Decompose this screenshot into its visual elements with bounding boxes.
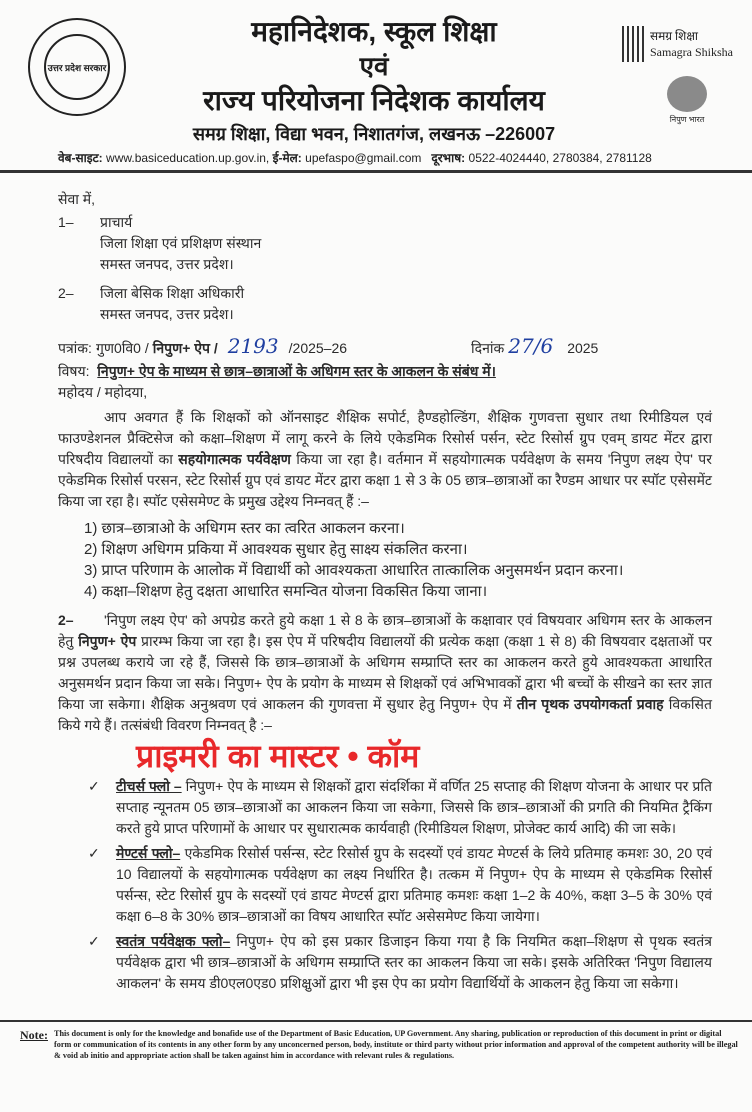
samagra-shiksha-logo: [622, 26, 742, 62]
flow-text: निपुण+ ऐप को इस प्रकार डिजाइन किया गया है कि नियमित कक्षा–शिक्षण से पृथक स्वतंत्र पर्यवेक्षक द्वारा भी छात्र–छात्राओं के अधिगम सम्प्राप्ति स्तर का आकलन किया जा सके। इसके अतिरिक्त 'निपुण विद्यालय आकलन' के समय डी0एल0एड0 प्रशिक्षुओं द्वारा भी इस ऐप का प्रयोग विद्यार्थियों के आकलन हेतु किया जा सकेगा।: [116, 933, 712, 991]
handwritten-letter-number: 2193: [227, 334, 279, 358]
subject-text: निपुण+ ऐप के माध्यम से छात्र–छात्राओं के अधिगम स्तर के आकलन के संबंध में।: [97, 363, 496, 379]
check-icon: ✓: [88, 778, 100, 794]
flow-title: स्वतंत्र पर्यवेक्षक फ्लो–: [116, 933, 231, 949]
bold-phrase: सहयोगात्मक पर्यवेक्षण: [178, 451, 291, 467]
paragraph-text: आप अवगत हैं कि शिक्षकों को ऑनसाइट शैक्षिक सपोर्ट, हैण्डहोल्डिंग, शैक्षिक गुणवत्ता सुधार तथा रिमीडियल एवं फाउण्डेशनल प्रैक्टिसेज को कक्षा–शिक्षण में लागू करने के लिये एकेडमिक रिसोर्स पर्सन, स्टेट रिसोर्स ग्रुप एवम् डायट मेंटर द्वारा परिषदीय विद्यालयों का: [58, 409, 712, 467]
website-label: वेब-साइट:: [58, 151, 103, 165]
office-title-line1: महानिदेशक, स्कूल शिक्षा: [251, 16, 497, 47]
flow-item: [88, 931, 712, 994]
salutation: महोदय / महोदया,: [58, 384, 148, 400]
recipient-number: 2–: [58, 285, 74, 301]
phone-numbers: 0522-4024440, 2780384, 2781128: [468, 151, 652, 165]
recipient-line: समस्त जनपद, उत्तर प्रदेश।: [100, 306, 234, 322]
objectives-list: [58, 518, 712, 602]
to-label: सेवा में,: [58, 191, 96, 207]
paragraph-number: 2–: [58, 612, 74, 628]
phone-label: दूरभाष:: [431, 151, 466, 165]
nipun-bharat-logo: [662, 76, 712, 125]
samagra-logo-icon: [622, 26, 644, 62]
recipients: [58, 189, 712, 325]
recipient-line: जिला बेसिक शिक्षा अधिकारी: [100, 285, 245, 301]
bold-phrase: तीन पृथक उपयोगकर्ता प्रवाह: [516, 696, 664, 712]
partner-logos: [622, 14, 742, 125]
recipient-line: जिला शिक्षा एवं प्रशिक्षण संस्थान: [100, 235, 262, 251]
letterhead: [0, 0, 752, 148]
subject-line: [58, 361, 712, 382]
flow-title: टीचर्स फ्लो –: [116, 778, 182, 794]
seal-emblem: [44, 34, 110, 100]
paragraph-text: प्रारम्भ किया जा रहा है। इस ऐप में परिषदीय विद्यालयों की प्रत्येक कक्षा (कक्षा 1 से 8) की विषयवार दक्षताओं पर प्रश्न उपलब्ध कराये जा रहे हैं, जिससे कि छात्र–छात्राओं के अधिगम सम्प्राप्ति स्तर का आकलन करते हुये आवश्यकता आधारित अनुसमर्थन प्रदान किया जा सके। निपुण+ ऐप के प्रयोग के माध्यम से शिक्षकों एवं अभिभावकों द्वारा भी बच्चों के सीखने का स्तर ज्ञात किया जा सकेगा। शैक्षिक अनुश्रवण एवं आकलन की गुणवत्ता में सुधार हेतु निपुण+ ऐप में: [58, 633, 713, 712]
office-title-line3: राज्य परियोजना निदेशक कार्यालय: [203, 85, 545, 116]
paragraph-2: [58, 610, 712, 736]
bold-phrase: निपुण+ ऐप: [78, 633, 137, 649]
office-title-line2: एवं: [359, 51, 389, 81]
email-link[interactable]: upefaspo@gmail.com: [305, 151, 422, 165]
check-icon: ✓: [88, 845, 100, 861]
nipun-logo-icon: [667, 76, 707, 112]
samagra-english: Samagra Shiksha: [650, 45, 733, 59]
list-item: 1) छात्र–छात्राओ के अधिगम स्तर का त्वरित आकलन करना।: [84, 520, 405, 537]
paragraph-text: विकसित किये गये हैं। तत्संबंधी विवरण निम्नवत् है :–: [58, 696, 712, 733]
reference-prefix: गुण0वि0 /: [95, 340, 149, 356]
watermark: प्राइमरी का मास्टर • कॉम: [136, 738, 420, 774]
reference-label: पत्रांक:: [58, 340, 92, 356]
date-label: दिनांक: [471, 340, 505, 356]
footer-note: [0, 1022, 752, 1077]
recipient-number: 1–: [58, 214, 74, 230]
check-icon: ✓: [88, 933, 100, 949]
flow-text: निपुण+ ऐप के माध्यम से शिक्षकों द्वारा संदर्शिका में वर्णित 25 सप्ताह की शिक्षण योजना के आधार पर प्रति सप्ताह न्यूनतम 05 छात्र–छात्राओं का आकलन किया जा सकेगा, जिससे कि छात्र–छात्राओं की प्रगति की नियमित ट्रैकिंग करते हुये प्राप्त परिणामों के आधार पर सुधारात्मक कार्यवाही (रिमीडियल शिक्षण, प्रोजेक्ट कार्य आदि) की जा सके।: [116, 778, 712, 836]
recipient-line: समस्त जनपद, उत्तर प्रदेश।: [100, 256, 234, 272]
list-item: 2) शिक्षण अधिगम प्रकिया में आवश्यक सुधार हेतु साक्ष्य संकलित करना।: [84, 541, 468, 558]
note-label: Note:: [20, 1028, 48, 1042]
paragraph-text: 'निपुण लक्ष्य ऐप' को अपग्रेड करते हुये कक्षा 1 से 8 के छात्र–छात्राओं के कक्षावार एवं विषयवार अधिगम स्तर के आकलन हेतु: [58, 612, 712, 649]
seal-text: उत्तर प्रदेश सरकार: [47, 62, 107, 73]
reference-year: /2025–26: [288, 340, 348, 356]
email-label: ई-मेल:: [272, 151, 302, 165]
flow-item: [88, 843, 712, 927]
nipun-logo-text: निपुण भारत: [669, 115, 705, 124]
subject-label: विषय:: [58, 363, 90, 379]
flow-title: मेण्टर्स फ्लो–: [116, 845, 181, 861]
contact-line: [0, 148, 752, 170]
recipient-line: प्राचार्य: [100, 214, 133, 230]
letter-body: [0, 173, 752, 1008]
samagra-hindi: समग्र शिक्षा: [650, 29, 699, 43]
flow-text: एकेडमिक रिसोर्स पर्सन्स, स्टेट रिसोर्स ग्रुप के सदस्यों एवं डायट मेण्टर्स के लिये प्रतिमाह कमशः 30, 20 एवं 10 विद्यालयों के सहयोगात्मक पर्यवेक्षण का लक्ष्य निर्धारित है। तत्कम में निपुण+ ऐप के माध्यम से एकेडमिक रिसोर्स पर्सन्स, स्टेट रिसोर्स ग्रुप के सदस्यों एवं डायट मेण्टर्स द्वारा प्रतिमाह कमशः कक्षा 1–2 के 40%, कक्षा 3–5 के 30% एवं कक्षा 6–8 के 30% छात्र–छात्राओं का विषय आधारित स्पॉट असेसमेण्ट किया जायेगा।: [116, 845, 712, 924]
note-text: This document is only for the knowledge and bonafide use of the Department of Basic Education, UP Government. Any sharing, publication or reproduction of this document in print or digital form or communication of its contents in any other form by any unconcerned person, body, institute or third party without prior information and approval of the competent authority will be illegal & void ab initio and appropriate action shall be taken against him in accordance with relevant rules & regulations.: [54, 1029, 738, 1060]
list-item: 3) प्राप्त परिणाम के आलोक में विद्यार्थी को आवश्यकता आधारित तात्कालिक अनुसमर्थन प्रदान करना।: [84, 562, 624, 579]
user-flows: [58, 776, 712, 994]
list-item: 4) कक्षा–शिक्षण हेतु दक्षता आधारित समन्वित योजना विकसित किया जाना।: [84, 583, 488, 600]
handwritten-date: 27/6: [508, 334, 554, 358]
reference-app: निपुण+ ऐप /: [152, 340, 218, 356]
office-address: समग्र शिक्षा, विद्या भवन, निशातगंज, लखनऊ –226007: [192, 124, 556, 144]
website-link[interactable]: www.basiceducation.up.gov.in,: [106, 151, 270, 165]
date-year: 2025: [567, 340, 599, 356]
office-titles: [126, 14, 622, 148]
reference-line: [58, 333, 712, 359]
up-government-seal: [28, 18, 126, 116]
flow-item: [88, 776, 712, 839]
paragraph-1: [58, 407, 712, 512]
paragraph-text: किया जा रहा है। वर्तमान में सहयोगात्मक पर्यवेक्षण के समय 'निपुण लक्ष्य ऐप' पर एकेडमिक रिसोर्स परसन, स्टेट रिसोर्स ग्रुप एवं डायट मेंटर द्वारा कक्षा 1 से 3 के 05 छात्र–छात्राओं का रैण्डम आधार पर स्पॉट एसेसमेंट किया जा रहा है। स्पॉट एसेसमेण्ट के प्रमुख उद्देश्य निम्नवत् हैं :–: [58, 451, 712, 509]
